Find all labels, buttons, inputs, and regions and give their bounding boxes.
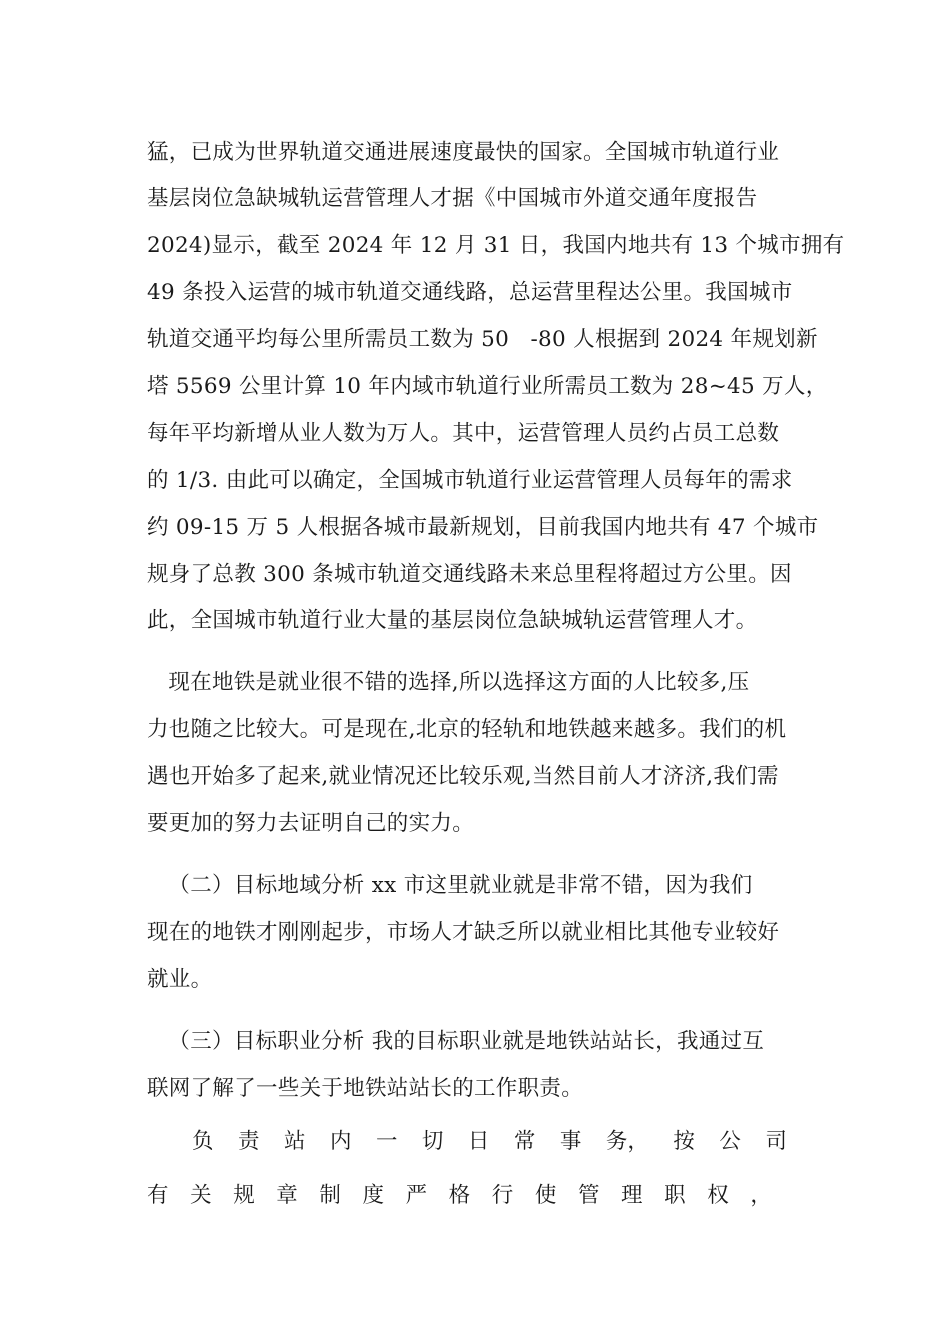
spaced-char: 务， xyxy=(605,1129,649,1154)
text-line: 2024)显示，截至 2024 年 12 月 31 日，我国内地共有 13 个城市拥有 xyxy=(147,233,845,258)
spaced-char: 切 xyxy=(421,1129,444,1154)
text-line: 猛，已成为世界轨道交通进展速度最快的国家。全国城市轨道行业 xyxy=(147,140,780,165)
spaced-char: 按 xyxy=(673,1129,695,1154)
text-line: 基层岗位急缺城轨运营管理人才据《中国城市外道交通年度报告 xyxy=(147,186,758,211)
spaced-char: 关 xyxy=(190,1183,212,1208)
text-line: 就业。 xyxy=(147,967,213,992)
spaced-char: 站 xyxy=(283,1129,306,1154)
text-line: 联网了解了一些关于地铁站站长的工作职责。 xyxy=(147,1076,584,1101)
text-line: 现在的地铁才刚刚起步，市场人才缺乏所以就业相比其他专业较好 xyxy=(147,920,780,945)
spaced-text-line xyxy=(147,1181,772,1211)
spaced-char: 一 xyxy=(375,1129,398,1154)
spaced-char: 使 xyxy=(534,1183,557,1208)
spaced-char: 章 xyxy=(276,1183,298,1208)
text-line: 的 1/3. 由此可以确定，全国城市轨道行业运营管理人员每年的需求 xyxy=(147,468,793,493)
spaced-char: 格 xyxy=(448,1183,471,1208)
spaced-char: 权 xyxy=(707,1183,729,1208)
text-line: 遇也开始多了起来,就业情况还比较乐观,当然目前人才济济,我们需 xyxy=(147,764,779,789)
text-line: 49 条投入运营的城市轨道交通线路，总运营里程达公里。我国城市 xyxy=(147,280,793,305)
spaced-char: 责 xyxy=(237,1129,260,1154)
spaced-char: 职 xyxy=(664,1183,686,1208)
spaced-char: 规 xyxy=(233,1183,255,1208)
spaced-char: 有 xyxy=(147,1183,169,1208)
text-line: （三）目标职业分析 我的目标职业就是地铁站站长，我通过互 xyxy=(147,1029,765,1054)
spaced-text-line xyxy=(192,1127,787,1157)
text-line: 力也随之比较大。可是现在,北京的轻轨和地铁越来越多。我们的机 xyxy=(147,717,787,742)
spaced-char: 制 xyxy=(319,1183,341,1208)
spaced-char: 日 xyxy=(467,1129,490,1154)
text-line: 要更加的努力去证明自己的实力。 xyxy=(147,811,475,836)
spaced-char: 负 xyxy=(192,1129,214,1154)
spaced-char: 度 xyxy=(362,1183,384,1208)
spaced-char: 公 xyxy=(719,1129,741,1154)
spaced-char: 严 xyxy=(405,1183,428,1208)
text-line: 塔 5569 公里计算 10 年内域市轨道行业所需员工数为 28~45 万人， xyxy=(147,374,828,399)
spaced-char: 司 xyxy=(765,1129,787,1154)
text-line: （二）目标地域分析 xx 市这里就业就是非常不错，因为我们 xyxy=(147,873,753,898)
text-line: 约 09-15 万 5 人根据各城市最新规划，目前我国内地共有 47 个城市 xyxy=(147,515,819,540)
spaced-char: 内 xyxy=(329,1129,352,1154)
spaced-char: 事 xyxy=(559,1129,582,1154)
spaced-char: 理 xyxy=(621,1183,643,1208)
spaced-char: 常 xyxy=(513,1129,536,1154)
text-line: 现在地铁是就业很不错的选择,所以选择这方面的人比较多,压 xyxy=(147,670,750,695)
text-line: 每年平均新增从业人数为万人。其中，运营管理人员约占员工总数 xyxy=(147,421,780,446)
spaced-char: 行 xyxy=(491,1183,514,1208)
text-line: 轨道交通平均每公里所需员工数为 50 -80 人根据到 2024 年规划新 xyxy=(147,327,818,352)
spaced-char: ， xyxy=(750,1183,772,1208)
text-line: 规身了总教 300 条城市轨道交通线路未来总里程将超过方公里。因 xyxy=(147,562,792,587)
text-line: 此，全国城市轨道行业大量的基层岗位急缺城轨运营管理人才。 xyxy=(147,608,758,633)
spaced-char: 管 xyxy=(577,1183,600,1208)
